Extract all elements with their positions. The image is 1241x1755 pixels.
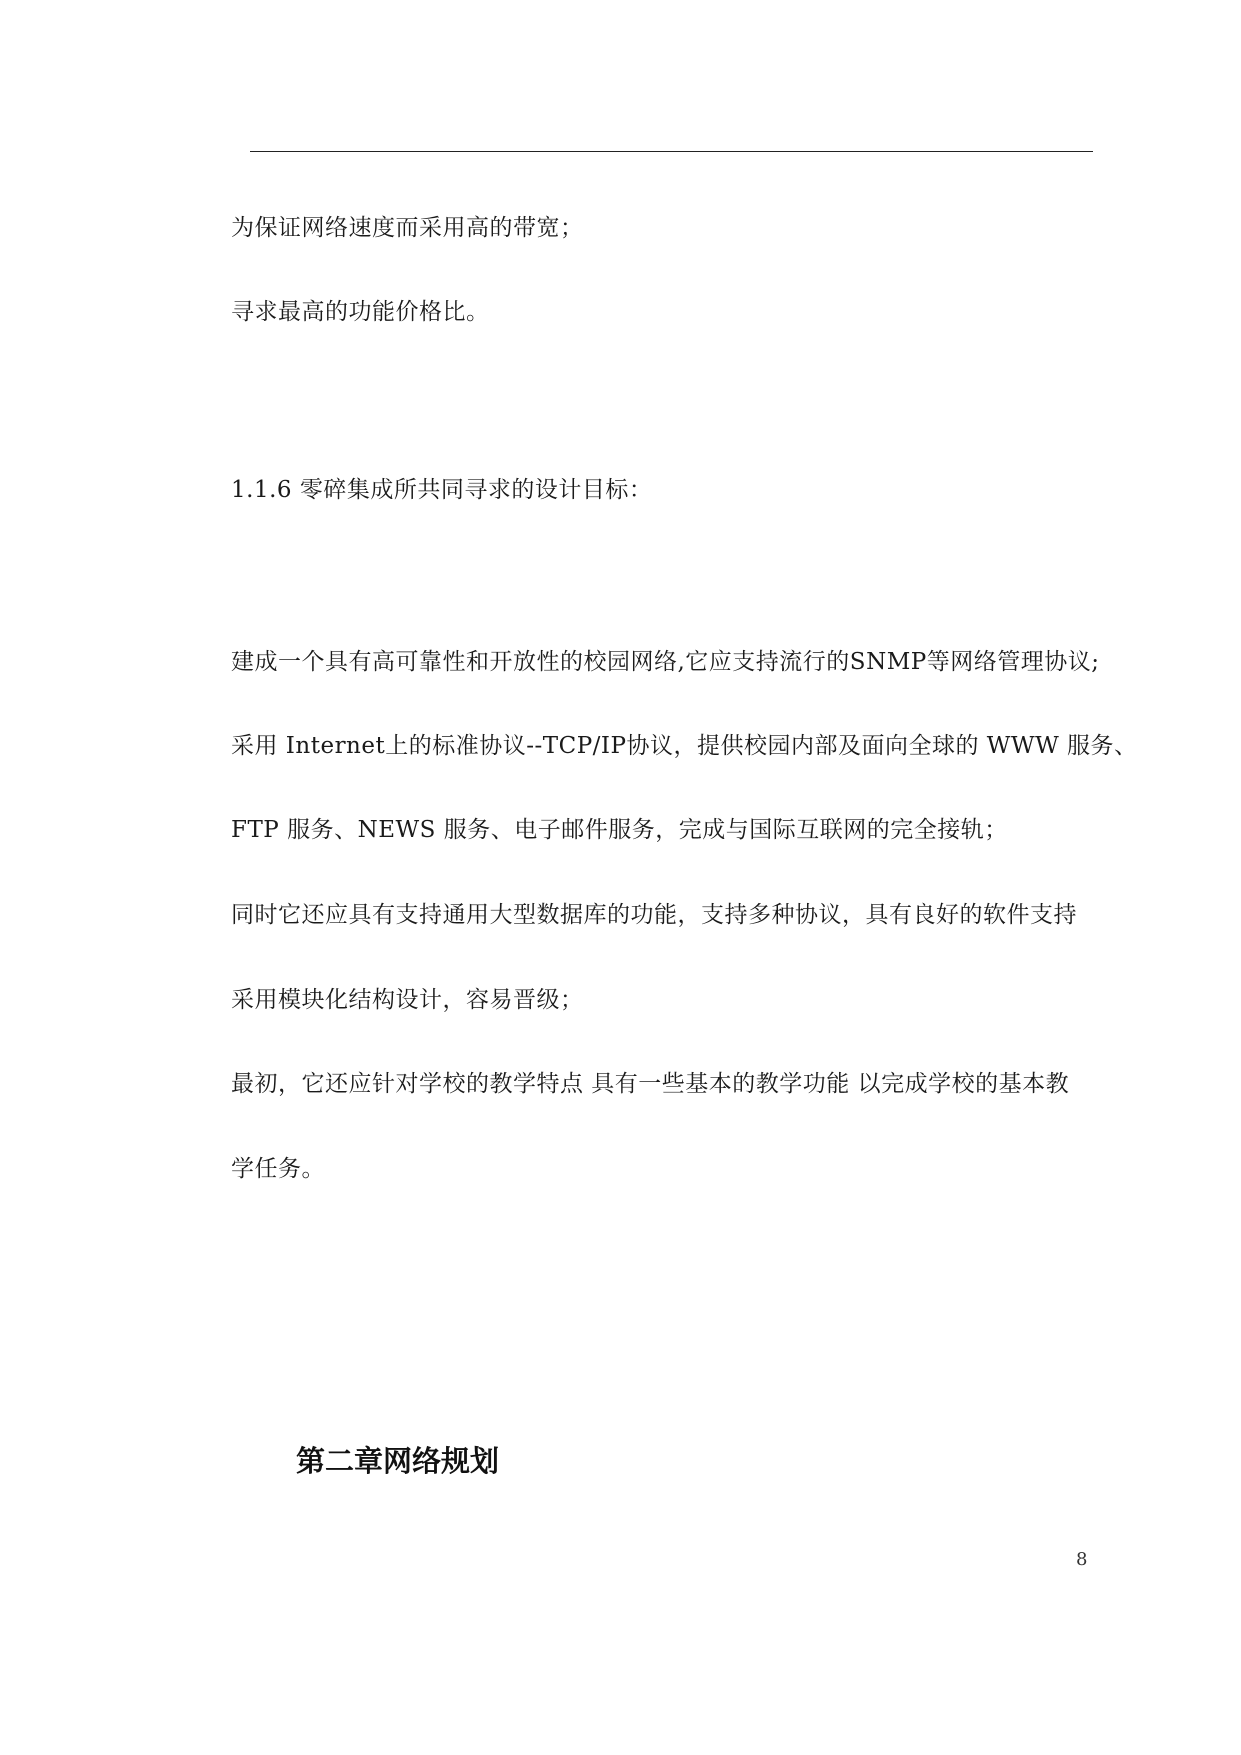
body-line-database: 同时它还应具有支持通用大型数据库的功能，支持多种协议，具有良好的软件支持 (231, 902, 1077, 928)
body-line-teaching: 最初，它还应针对学校的教学特点 具有一些基本的教学功能 以完成学校的基本教 (231, 1071, 1070, 1097)
header-rule (250, 151, 1093, 152)
body-line-modular: 采用模块化结构设计，容易晋级； (231, 987, 584, 1013)
body-line-network-management: 建成一个具有高可靠性和开放性的校园网络,它应支持流行的SNMP等网络管理协议; (231, 649, 1100, 675)
body-line-tasks: 学任务。 (231, 1156, 325, 1182)
chapter-title: 第二章网络规划 (296, 1444, 500, 1478)
body-line-services: FTP 服务、NEWS 服务、电子邮件服务，完成与国际互联网的完全接轨； (231, 817, 1008, 843)
body-line-price-ratio: 寻求最高的功能价格比。 (231, 299, 490, 325)
body-line-bandwidth: 为保证网络速度而采用高的带宽； (231, 215, 584, 241)
page-number: 8 (1076, 1549, 1088, 1570)
section-heading-design-goals: 1.1.6 零碎集成所共同寻求的设计目标： (231, 477, 653, 503)
body-line-tcpip: 采用 Internet上的标准协议--TCP/IP协议，提供校园内部及面向全球的 WWW 服务、 (231, 733, 1138, 759)
